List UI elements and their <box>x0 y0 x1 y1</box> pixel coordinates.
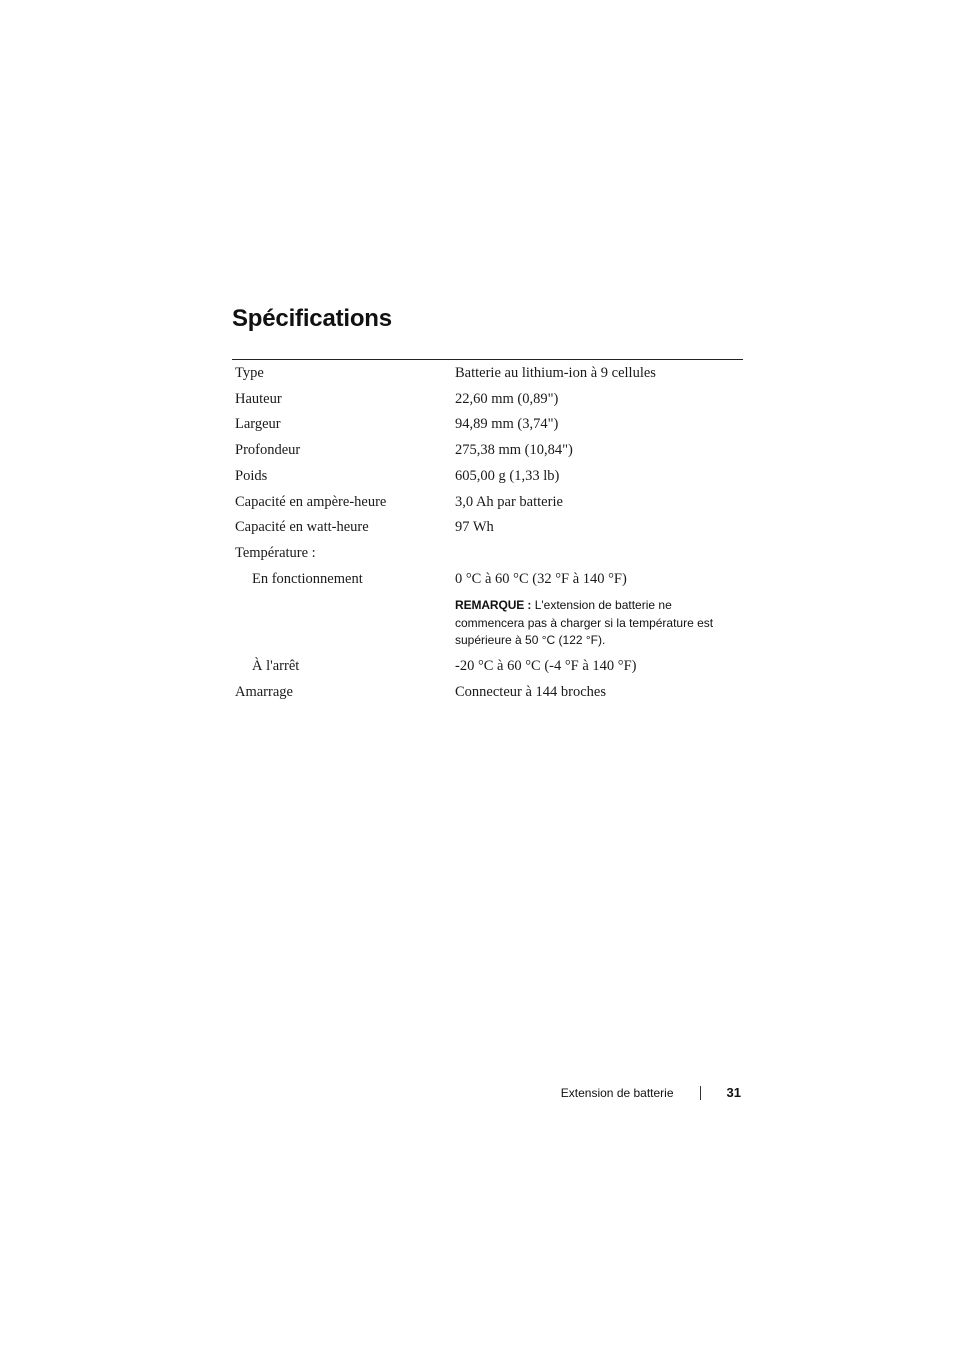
spec-label: Capacité en ampère-heure <box>235 493 387 510</box>
note <box>455 597 743 650</box>
spec-row-amp-hour <box>232 490 743 516</box>
spec-label: À l'arrêt <box>252 657 300 674</box>
spec-label: En fonctionnement <box>252 570 363 587</box>
spec-label: Type <box>235 365 264 381</box>
spec-row-operating <box>232 567 743 593</box>
spec-label: Poids <box>235 467 268 484</box>
spec-label: Largeur <box>235 416 281 433</box>
page-footer <box>561 1083 741 1103</box>
page-title: Spécifications <box>232 305 392 332</box>
spec-row-weight <box>232 464 743 490</box>
spec-row-storage <box>232 654 743 680</box>
spec-label: Amarrage <box>235 683 293 700</box>
spec-label: Hauteur <box>235 390 282 407</box>
note-text: L'extension de batterie ne commencera pas à charger si la température est supérieure à 50 °C (122 °F). <box>455 598 714 648</box>
spec-label: Température : <box>235 544 316 561</box>
spec-label: Capacité en watt-heure <box>235 519 369 536</box>
spec-value: 0 °C à 60 °C (32 °F à 140 °F) <box>455 570 627 587</box>
spec-label: Profondeur <box>235 442 301 459</box>
spec-value: -20 °C à 60 °C (-4 °F à 140 °F) <box>455 657 637 674</box>
spec-value: Batterie au lithium-ion à 9 cellules <box>455 365 656 381</box>
note-row <box>232 592 743 654</box>
footer-separator <box>700 1086 701 1100</box>
spec-row-watt-hour <box>232 515 743 541</box>
spec-row-type <box>232 361 743 387</box>
spec-value: 94,89 mm (3,74") <box>455 416 559 433</box>
spec-value: 3,0 Ah par batterie <box>455 493 563 510</box>
page-number: 31 <box>726 1085 741 1100</box>
spec-value: Connecteur à 144 broches <box>455 683 606 700</box>
footer-section-title: Extension de batterie <box>560 1086 674 1100</box>
note-label: REMARQUE : <box>455 598 532 613</box>
spec-row-height <box>232 387 743 413</box>
spec-row-temperature <box>232 541 743 567</box>
spec-value: 22,60 mm (0,89") <box>455 390 559 407</box>
spec-row-depth <box>232 438 743 464</box>
spec-row-docking <box>232 680 743 706</box>
spec-value: 275,38 mm (10,84") <box>455 442 573 459</box>
spec-row-width <box>232 412 743 438</box>
spec-value: 605,00 g (1,33 lb) <box>455 467 560 484</box>
specifications-table <box>232 359 743 705</box>
spec-value: 97 Wh <box>455 519 494 536</box>
